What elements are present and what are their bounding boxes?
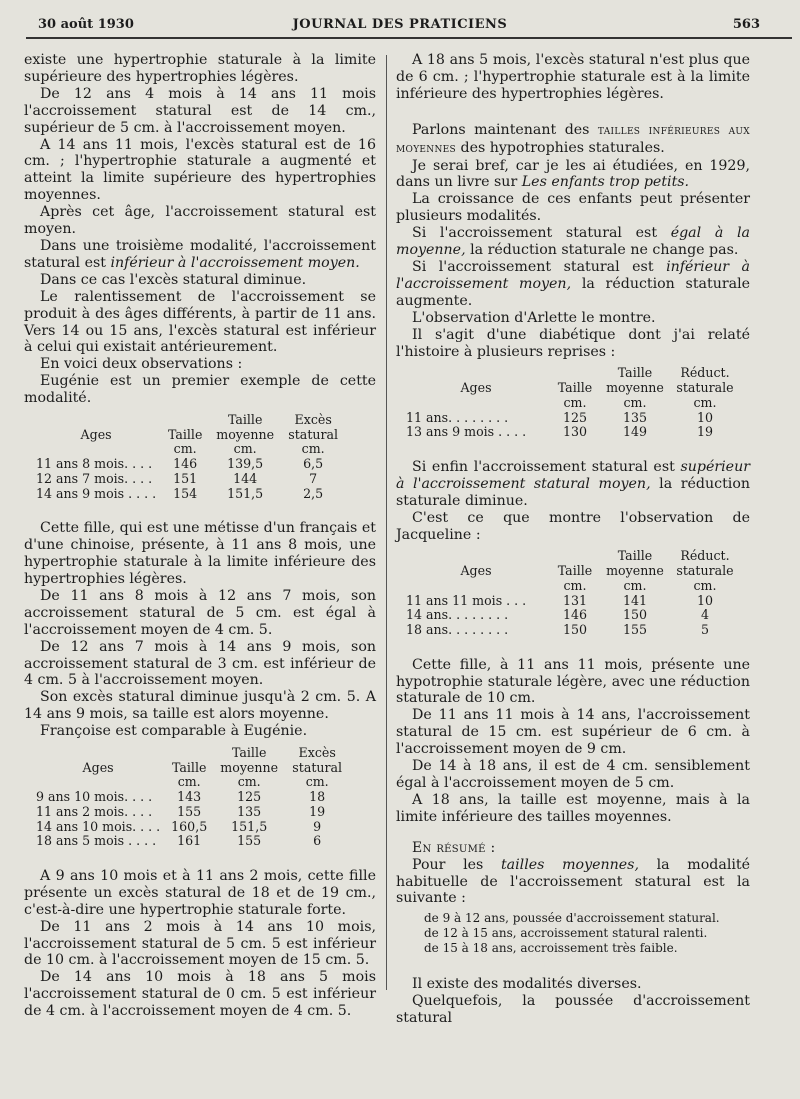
table-header-cell: moyenne	[220, 759, 279, 775]
table-unit-cell: cm.	[563, 577, 587, 593]
paragraph: existe une hypertrophie staturale à la limite supérieure des hypertrophies légères.	[24, 52, 376, 85]
left-column	[24, 52, 376, 1020]
table-cell: 143	[177, 789, 202, 805]
spacer	[24, 849, 376, 868]
table-unit-cell: cm.	[237, 774, 261, 790]
table-cell: 151,5	[231, 818, 268, 834]
table-cell: 155	[177, 803, 202, 819]
summary-list	[396, 911, 750, 956]
table-header-row	[402, 381, 740, 396]
table-header-row	[402, 564, 740, 579]
table-cell: 19	[696, 424, 714, 440]
text-run: Je serai bref, car je les ai étudiées, en 1929, dans un livre sur	[396, 157, 750, 191]
paragraph: De 14 ans 10 mois à 18 ans 5 mois l'accroissement statural de 0 cm. 5 est inférieur de 4 cm. à l'accroissement moyen de 4 cm. 5.	[24, 969, 376, 1020]
table-cell: 151,5	[227, 485, 264, 501]
table-cell: 18 ans. . . . . . . .	[406, 621, 509, 637]
table-header-row	[402, 549, 740, 564]
table-header-row	[32, 746, 350, 761]
table-row	[32, 805, 350, 820]
table-header-cell	[160, 413, 210, 428]
table-header-row	[32, 413, 346, 428]
table-header-cell	[550, 366, 600, 381]
table-cell: 146	[562, 607, 588, 623]
table-unit-row	[32, 442, 346, 457]
table-cell: 14 ans 9 mois . . . .	[36, 485, 157, 501]
table-header-row	[402, 366, 740, 381]
table-header-cell: Ages	[460, 380, 492, 396]
table-cell: 10	[696, 592, 714, 608]
paragraph: Françoise est comparable à Eugénie.	[40, 723, 308, 740]
paragraph: De 12 ans 7 mois à 14 ans 9 mois, son accroissement statural de 3 cm. est inférieur de 4 cm. 5 à l'accroissement moyen.	[24, 638, 376, 689]
table-row	[402, 411, 740, 426]
table-header-cell: statural	[292, 759, 343, 775]
summary-item: de 12 à 15 ans, accroissement statural ralenti.	[424, 926, 708, 941]
table-row	[32, 790, 350, 805]
table-header-cell: Excès	[294, 412, 332, 428]
table-header-row	[32, 761, 350, 776]
spacer	[396, 962, 750, 976]
table-header-cell	[402, 366, 550, 381]
italic-text: Les enfants trop petits.	[521, 174, 690, 191]
table-cell: 155	[237, 833, 262, 849]
paragraph: De 11 ans 8 mois à 12 ans 7 mois, son accroissement statural de 5 cm. est égal à l'accroissement moyen de 4 cm. 5.	[24, 587, 376, 638]
table-cell: 141	[622, 592, 648, 608]
small-caps-text: tailles inférieures aux moyennes	[396, 122, 750, 156]
table-cell: 14 ans 10 mois. . . .	[36, 818, 161, 834]
table-unit-row	[402, 579, 740, 594]
table-header-cell	[32, 746, 164, 761]
table-header-cell: Ages	[82, 759, 114, 775]
paragraph: Cette fille, à 11 ans 11 mois, présente une hypotrophie staturale légère, avec une réduction staturale de 10 cm.	[396, 656, 750, 707]
table-cell: 144	[233, 470, 258, 486]
paragraph: En voici deux observations :	[40, 356, 243, 373]
paragraph: Quelquefois, la poussée d'accroissement statural	[396, 993, 750, 1027]
paragraph: La croissance de ces enfants peut présenter plusieurs modalités.	[396, 191, 750, 225]
italic-text: égal à la moyenne,	[396, 225, 750, 259]
table-header-cell	[164, 746, 214, 761]
table-cell: 10	[696, 409, 714, 425]
table-unit-cell: cm.	[173, 441, 197, 457]
spacer	[24, 501, 376, 520]
table-header-cell: staturale	[676, 380, 734, 396]
paragraph	[396, 122, 750, 158]
table-cell: 6	[313, 833, 322, 849]
table-unit-cell: cm.	[563, 394, 587, 410]
table-jacqueline	[402, 549, 740, 637]
paragraph	[396, 158, 750, 192]
header-date: 30 août 1930	[38, 17, 134, 32]
table-cell: 149	[622, 424, 648, 440]
table-header-cell: Taille	[617, 548, 653, 564]
text-run: Si l'accroissement statural est	[412, 258, 667, 275]
text-run: des hypotrophies staturales.	[456, 139, 665, 156]
right-column	[396, 52, 750, 1027]
spacer	[396, 638, 750, 657]
header-journal-title: JOURNAL DES PRATICIENS	[292, 17, 508, 32]
paragraph	[396, 225, 750, 259]
table-header-cell: moyenne	[216, 426, 275, 442]
table-cell: 139,5	[227, 456, 264, 472]
spacer	[396, 826, 750, 840]
paragraph: A 18 ans 5 mois, l'excès statural n'est plus que de 6 cm. ; l'hypertrophie staturale est à la limite inférieure des hypertrophies légères.	[396, 52, 750, 102]
paragraph: A 14 ans 11 mois, l'excès statural est de 16 cm. ; l'hypertrophie staturale a augmenté et atteint la limite supérieure des hypertrophies moyennes.	[24, 136, 376, 204]
table-header-cell: staturale	[676, 563, 734, 579]
table-cell: 11 ans. . . . . . . .	[406, 409, 509, 425]
header-rule	[26, 37, 792, 39]
table-cell: 151	[173, 470, 198, 486]
table-cell: 7	[309, 470, 318, 486]
header-page-number: 563	[732, 17, 760, 32]
table-header-cell: Réduct.	[680, 548, 730, 564]
table-cell: 9 ans 10 mois. . . .	[36, 789, 153, 805]
table-row	[402, 623, 740, 638]
table-row	[402, 608, 740, 623]
table-unit-cell: cm.	[623, 577, 647, 593]
paragraph: Il existe des modalités diverses.	[412, 976, 642, 993]
paragraph: Dans ce cas l'excès statural diminue.	[40, 271, 307, 288]
table-header-cell: Excès	[298, 745, 336, 761]
table-cell: 11 ans 8 mois. . . .	[36, 456, 153, 472]
table-cell: 155	[622, 621, 648, 637]
table-francoise	[32, 746, 350, 849]
spacer	[396, 103, 750, 122]
table-header-cell: Ages	[460, 563, 492, 579]
text-run: la réduction staturale diminue.	[396, 475, 750, 509]
table-cell: 130	[562, 424, 588, 440]
summary-heading: En résumé :	[412, 839, 496, 856]
table-row	[32, 834, 350, 849]
table-unit-cell: cm.	[623, 394, 647, 410]
table-cell: 2,5	[303, 485, 324, 501]
table-row	[402, 594, 740, 609]
paragraph: Après cet âge, l'accroissement statural est moyen.	[24, 204, 376, 238]
table-header-cell: Taille	[617, 365, 653, 381]
table-cell: 14 ans. . . . . . . .	[406, 607, 509, 623]
paragraph	[396, 857, 750, 908]
table-cell: 13 ans 9 mois . . . .	[406, 424, 527, 440]
table-eugenie	[32, 413, 346, 501]
paragraph: Le ralentissement de l'accroissement se produit à des âges différents, à partir de 11 ans. Vers 14 ou 15 ans, l'excès statural est inférieur à celui qui existait antérieurement.	[24, 288, 376, 356]
table-cell: 12 ans 7 mois. . . .	[36, 470, 153, 486]
paragraph: Eugénie est un premier exemple de cette modalité.	[24, 373, 376, 407]
paragraph: A 9 ans 10 mois et à 11 ans 2 mois, cette fille présente un excès statural de 18 et de 19 cm., c'est-à-dire une hypertrophie staturale forte.	[24, 867, 376, 918]
table-cell: 150	[622, 607, 648, 623]
table-header-cell	[402, 549, 550, 564]
table-unit-row	[402, 396, 740, 411]
table-cell: 125	[562, 409, 588, 425]
text-run: la réduction staturale augmente.	[396, 275, 751, 309]
paragraph	[396, 259, 750, 310]
italic-text: inférieur à l'accroissement moyen,	[396, 258, 750, 292]
summary-item: de 9 à 12 ans, poussée d'accroissement statural.	[424, 911, 720, 926]
table-header-cell: Taille	[231, 745, 267, 761]
text-run: Si l'accroissement statural est	[412, 225, 671, 242]
table-header-cell: Réduct.	[680, 365, 730, 381]
paragraph: C'est ce que montre l'observation de Jacqueline :	[396, 509, 750, 543]
paragraph: De 14 à 18 ans, il est de 4 cm. sensiblement égal à l'accroissement moyen de 5 cm.	[396, 758, 750, 792]
table-row	[32, 820, 350, 835]
italic-text: supérieur à l'accroissement statural moyen,	[396, 458, 750, 492]
text-run: Parlons maintenant des	[412, 121, 598, 138]
table-cell: 5	[700, 621, 709, 637]
paragraph: Cette fille, qui est une métisse d'un français et d'une chinoise, présente, à 11 ans 8 mois, une hypertrophie staturale à la limite inférieure des hypertrophies légères.	[24, 520, 376, 587]
table-header-cell: moyenne	[606, 563, 664, 579]
table-cell: 9	[313, 818, 322, 834]
table-cell: 18	[309, 789, 326, 805]
italic-text: inférieur à l'accroissement moyen.	[110, 254, 360, 271]
table-unit-cell	[32, 775, 164, 790]
table-header-cell: Taille	[227, 412, 263, 428]
table-header-cell	[32, 413, 160, 428]
table-header-cell: statural	[288, 426, 339, 442]
table-header-row	[32, 428, 346, 443]
table-arlette	[402, 366, 740, 440]
text-run: la réduction staturale ne change pas.	[465, 242, 739, 259]
paragraph	[24, 238, 376, 272]
table-cell: 18 ans 5 mois . . . .	[36, 833, 157, 849]
table-cell: 150	[562, 621, 588, 637]
table-unit-row	[32, 775, 350, 790]
table-unit-cell	[402, 396, 550, 411]
table-header-cell: Taille	[557, 563, 593, 579]
table-cell: 160,5	[171, 818, 208, 834]
table-cell: 11 ans 11 mois . . .	[406, 592, 527, 608]
italic-text: tailles moyennes,	[500, 856, 639, 873]
text-run: Pour les	[412, 856, 501, 873]
table-unit-cell: cm.	[233, 441, 257, 457]
table-row	[32, 472, 346, 487]
table-cell: 11 ans 2 mois. . . .	[36, 803, 153, 819]
table-cell: 4	[700, 607, 709, 623]
table-row	[32, 457, 346, 472]
table-cell: 125	[237, 789, 262, 805]
spacer	[396, 440, 750, 459]
paragraph: Il s'agit d'une diabétique dont j'ai relaté l'histoire à plusieurs reprises :	[396, 326, 750, 360]
paragraph: De 11 ans 11 mois à 14 ans, l'accroissement statural de 15 cm. est supérieur de 6 cm. à l'accroissement moyen de 9 cm.	[396, 707, 750, 758]
table-unit-cell: cm.	[693, 577, 717, 593]
table-cell: 131	[562, 592, 588, 608]
table-header-cell	[550, 549, 600, 564]
paragraph	[396, 459, 750, 510]
table-unit-cell	[402, 579, 550, 594]
table-header-cell: Ages	[80, 426, 112, 442]
summary-item: de 15 à 18 ans, accroissement très faible.	[424, 941, 678, 956]
paragraph: De 12 ans 4 mois à 14 ans 11 mois l'accroissement statural est de 14 cm., supérieur de 5 cm. à l'accroissement moyen.	[24, 85, 376, 136]
table-header-cell: moyenne	[606, 380, 664, 396]
table-row	[32, 487, 346, 502]
table-row	[402, 425, 740, 440]
text-run: Si enfin l'accroissement statural est	[412, 458, 681, 475]
table-header-cell: Taille	[171, 759, 207, 775]
running-header	[0, 0, 800, 40]
table-unit-cell: cm.	[177, 774, 201, 790]
table-cell: 135	[237, 803, 262, 819]
text-run: Dans une troisième modalité, l'accroissement statural est	[24, 237, 376, 271]
column-divider	[386, 55, 387, 990]
table-cell: 146	[173, 456, 198, 472]
table-cell: 19	[309, 803, 326, 819]
table-cell: 161	[177, 833, 202, 849]
table-header-cell: Taille	[557, 380, 593, 396]
table-cell: 154	[173, 485, 198, 501]
text-run: la modalité habituelle de l'accroissement statural est la suivante :	[396, 856, 750, 907]
paragraph: Son excès statural diminue jusqu'à 2 cm. 5. A 14 ans 9 mois, sa taille est alors moyenne.	[24, 689, 376, 723]
paragraph: A 18 ans, la taille est moyenne, mais à la limite inférieure des tailles moyennes.	[396, 791, 750, 825]
paragraph: De 11 ans 2 mois à 14 ans 10 mois, l'accroissement statural de 5 cm. 5 est inférieur de 10 cm. à l'accroissement moyen de 15 cm. 5.	[24, 918, 376, 969]
table-unit-cell: cm.	[305, 774, 329, 790]
table-unit-cell: cm.	[301, 441, 325, 457]
paragraph: L'observation d'Arlette le montre.	[412, 309, 656, 326]
table-header-cell: Taille	[167, 426, 203, 442]
table-cell: 135	[622, 409, 648, 425]
table-unit-cell: cm.	[693, 394, 717, 410]
table-unit-cell	[32, 442, 160, 457]
table-cell: 6,5	[303, 456, 324, 472]
